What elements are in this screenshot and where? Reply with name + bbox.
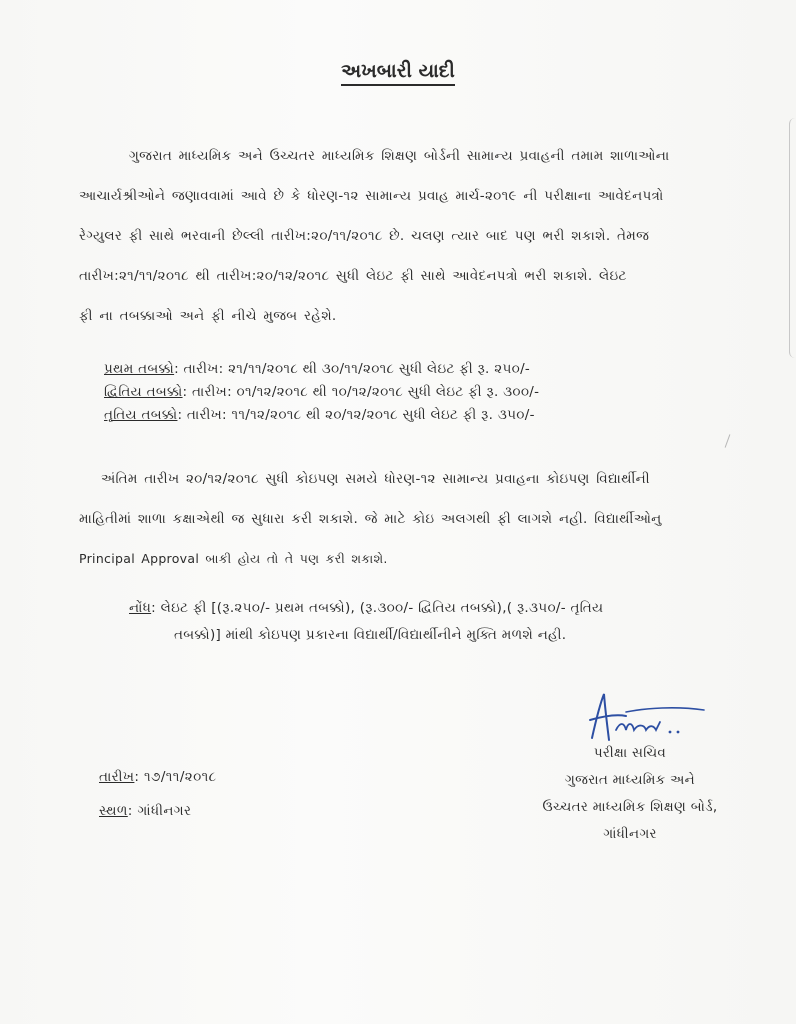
stage-details: : તારીખ: ૧૧/૧૨/૨૦૧૮ થી ૨૦/૧૨/૨૦૧૮ સુધી લેઇટ ફી રૂ. ૩૫૦/- [177,407,535,423]
stage-label: દ્વિતિય તબક્કો [104,384,183,400]
date-place-block [99,760,216,828]
title-text: અખબારી યાદી [341,60,455,86]
stage-row-second [104,381,539,404]
paragraph-line: રેગ્યુલર ફી સાથે ભરવાની છેલ્લી તારીખ:૨૦/૧૧/૨૦૧૮ છે. ચલણ ત્યાર બાદ પણ ભરી શકાશે. તેમજ [79,228,650,244]
stage-details: : તારીખ: ૦૧/૧૨/૨૦૧૮ થી ૧૦/૧૨/૨૦૧૮ સુધી લેઇટ ફી રૂ. ૩૦૦/- [182,384,540,400]
paragraph-line: અંતિમ તારીખ ૨૦/૧૨/૨૦૧૮ સુધી કોઇપણ સમયે ધોરણ-૧૨ સામાન્ય પ્રવાહના કોઇપણ વિદ્યાર્થીની [101,471,650,487]
paragraph-corrections [79,459,751,579]
stage-details: : તારીખ: ૨૧/૧૧/૨૦૧૮ થી ૩૦/૧૧/૨૦૧૮ સુધી લેઇટ ફી રૂ. ૨૫૦/- [174,361,531,377]
paragraph-intro [79,136,751,336]
place-label: સ્થળ [99,803,128,819]
note-text-line1: : લેઇટ ફી [(રૂ.૨૫૦/- પ્રથમ તબક્કો), (રૂ.૩૦૦/- દ્વિતિય તબક્કો),( રૂ.૩૫૦/- તૃતિય [151,600,604,616]
paragraph-line: આચાર્યશ્રીઓને જણાવવામાં આવે છે કે ધોરણ-૧૨ સામાન્ય પ્રવાહ માર્ચ-૨૦૧૯ ની પરીક્ષાના આવેદનપત્રો [79,188,664,204]
stage-label: પ્રથમ તબક્કો [104,361,175,377]
paragraph-line: ફી ના તબક્કાઓ અને ફી નીચે મુજબ રહેશે. [79,308,337,324]
signatory-line: ઉચ્ચતર માધ્યમિક શિક્ષણ બોર્ડ, [542,799,718,815]
signatory-block [520,740,740,848]
press-release-title [0,60,796,82]
note-label: નોંધ [129,600,152,616]
signatory-line: ગાંધીનગર [603,826,657,842]
note-text-line2: તબક્કો)] માંથી કોઇપણ પ્રકારના વિદ્યાર્થી/વિદ્યાર્થીનીને મુક્તિ મળશે નહી. [174,627,567,643]
signatory-line: ગુજરાત માધ્યમિક અને [565,772,695,788]
stage-row-third [104,404,539,427]
paragraph-line: Principal Approval બાકી હોય તો તે પણ કરી શકાશે. [79,551,388,566]
paragraph-line: માહિતીમાં શાળા કક્ષાએથી જ સુધારા કરી શકાશે. જે માટે કોઇ અલગથી ફી લાગશે નહી. વિદ્યાર્થીઓનુ [79,511,662,527]
signatory-line: પરીક્ષા સચિવ [593,745,667,761]
note-block [129,595,729,649]
paragraph-line: ગુજરાત માધ્યમિક અને ઉચ્ચતર માધ્યમિક શિક્ષણ બોર્ડની સામાન્ય પ્રવાહની તમામ શાળાઓના [129,148,670,164]
place-value: : ગાંધીનગર [127,803,192,819]
late-fee-stages [104,358,539,427]
page-edge-mark [789,118,796,358]
stage-row-first [104,358,539,381]
date-label: તારીખ [99,769,135,785]
date-value: : ૧૭/૧૧/૨૦૧૮ [134,769,217,785]
scan-speck [725,434,731,447]
date-row [99,760,216,794]
paragraph-line: તારીખ:૨૧/૧૧/૨૦૧૮ થી તારીખ:૨૦/૧૨/૨૦૧૮ સુધી લેઇટ ફી સાથે આવેદનપત્રો ભરી શકાશે. લેઇટ [79,268,627,284]
place-row [99,794,216,828]
stage-label: તૃતિય તબક્કો [104,407,178,423]
